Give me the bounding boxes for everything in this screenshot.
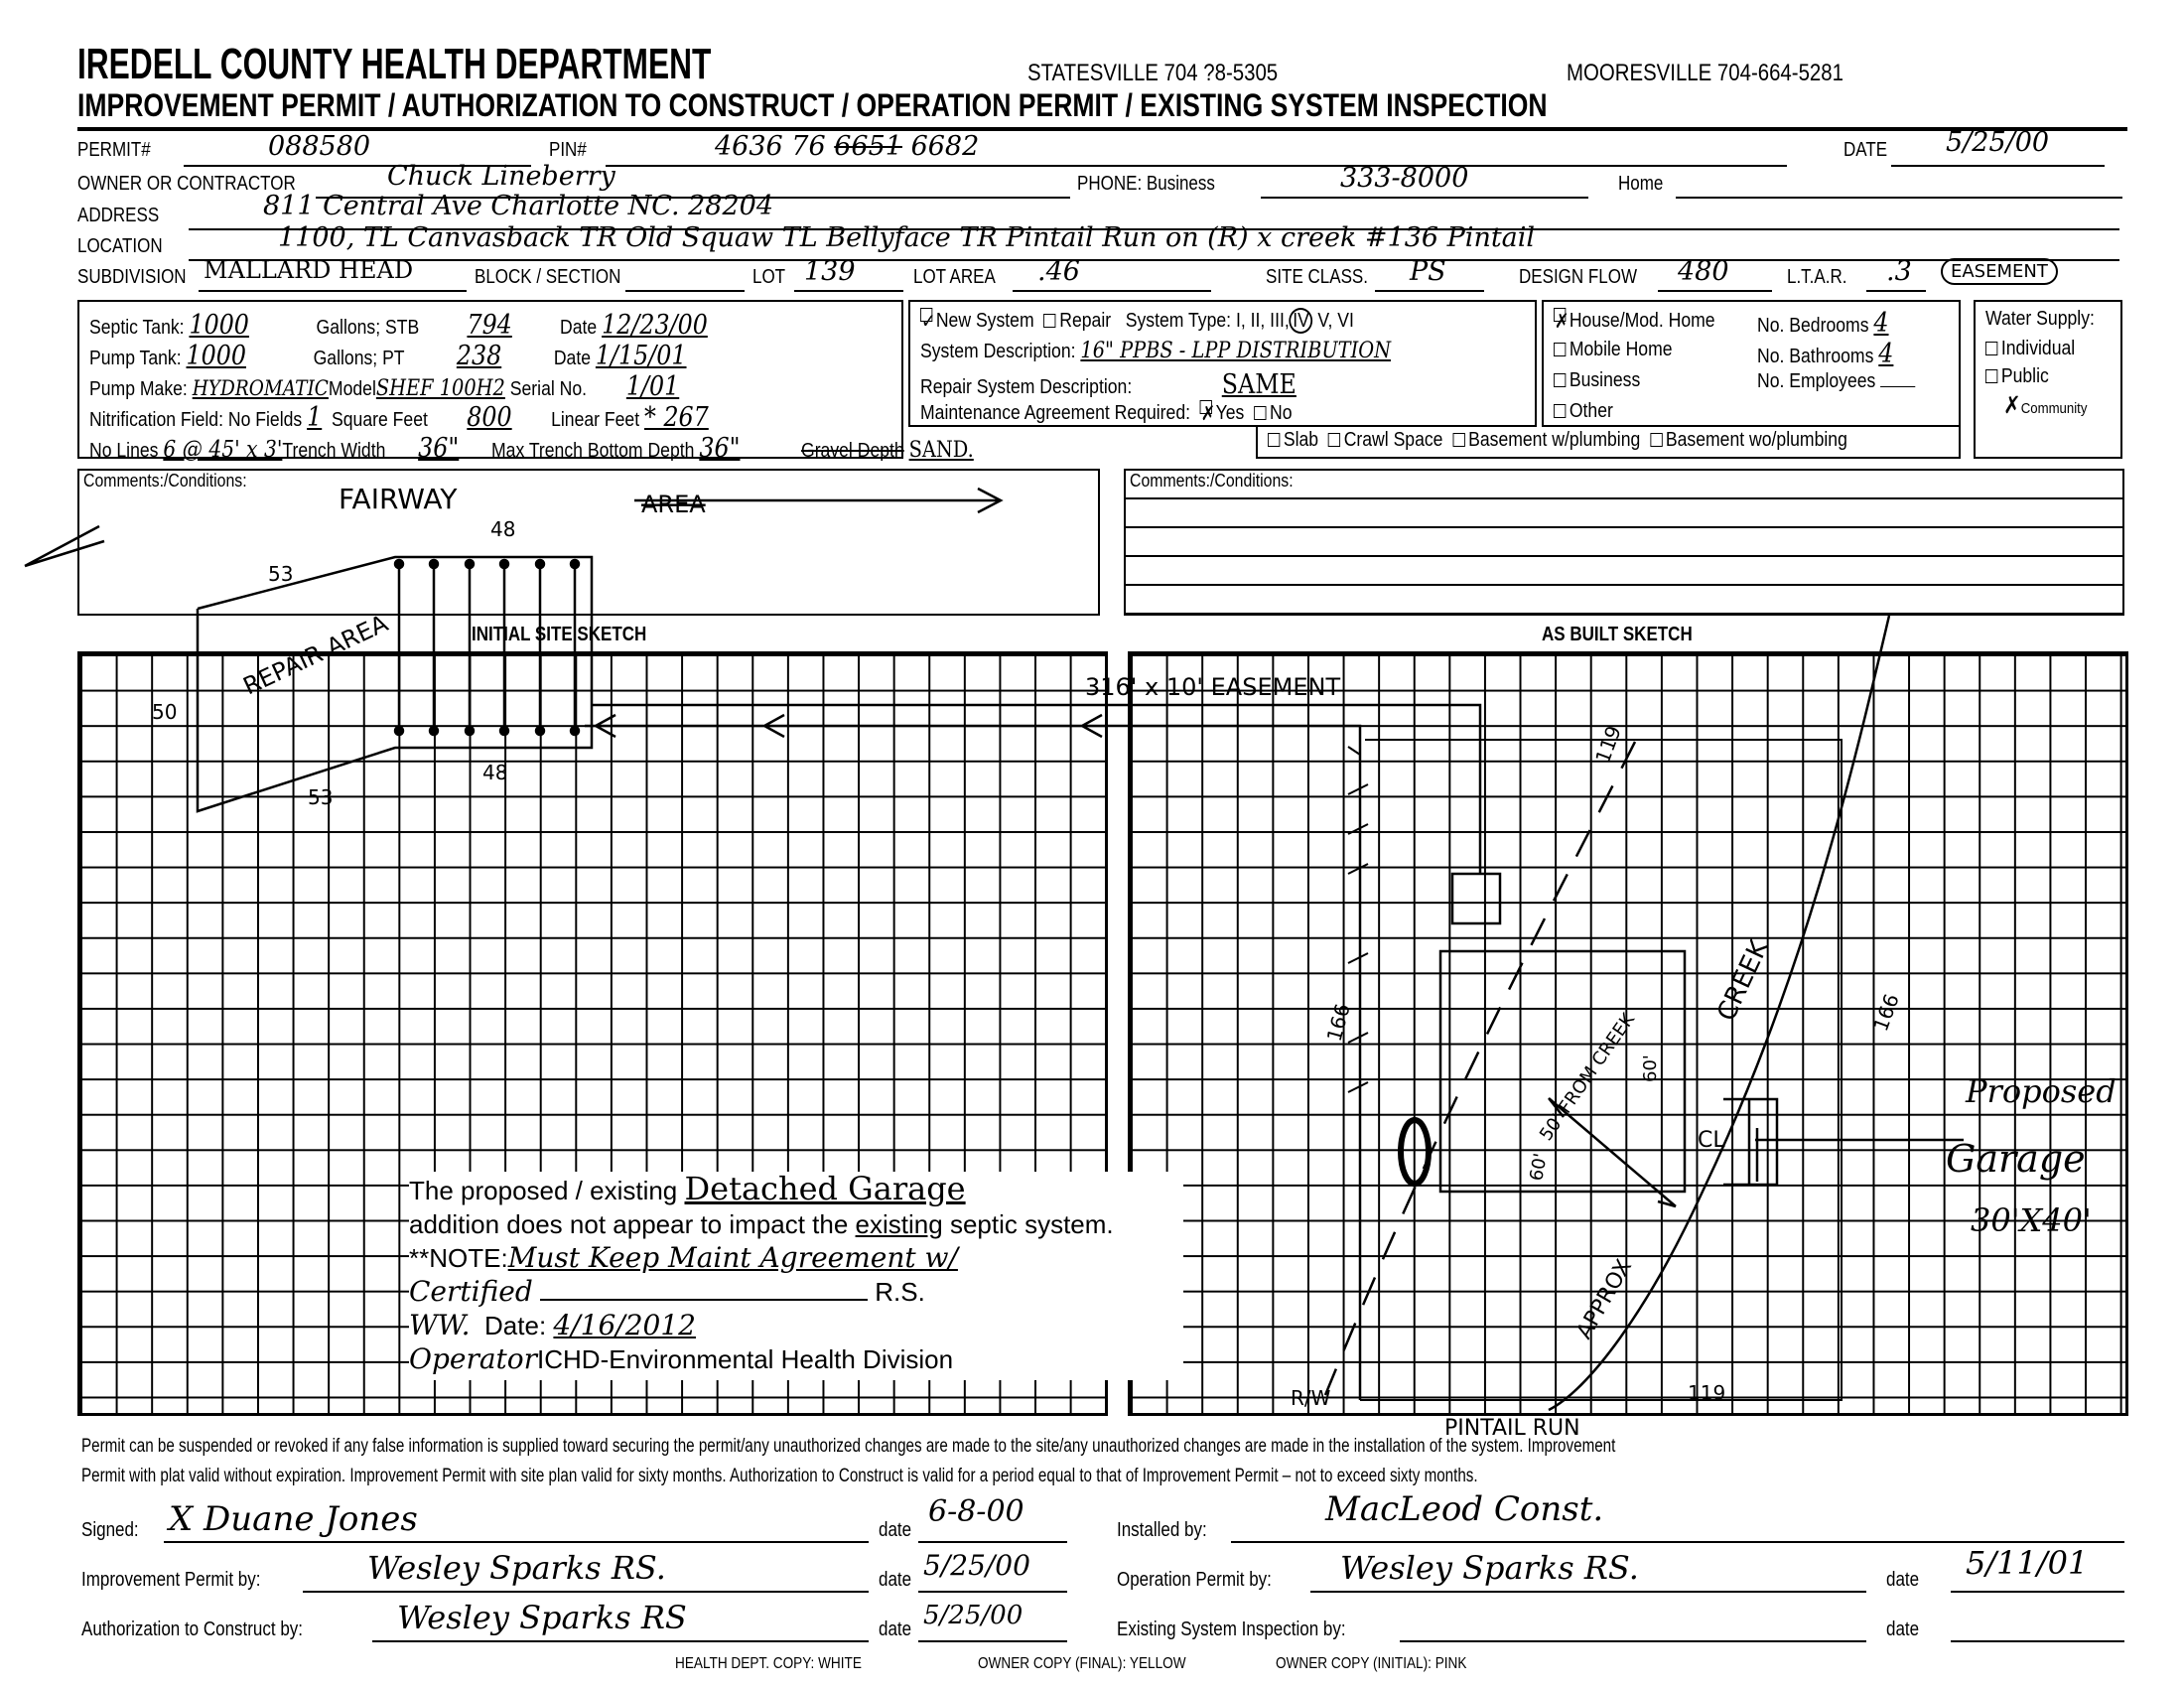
dim-50: 50 xyxy=(152,700,178,724)
max-depth[interactable]: 36" xyxy=(699,433,741,464)
atc-label: Authorization to Construct by: xyxy=(81,1619,304,1640)
new-system-checkbox[interactable]: ✓ xyxy=(920,308,932,322)
subdivision-value[interactable]: MALLARD HEAD xyxy=(204,256,414,284)
block-label: BLOCK / SECTION xyxy=(475,266,621,288)
statesville-phone: STATESVILLE 704 ?8-5305 xyxy=(1027,60,1279,86)
permit-date[interactable]: 5/25/00 xyxy=(1946,127,2050,158)
serial-number[interactable]: 1/01 xyxy=(625,371,680,402)
pintail-run-label: PINTAIL RUN xyxy=(1444,1416,1580,1441)
dim-60-a: 60' xyxy=(1640,1055,1661,1082)
ltar-label: L.T.A.R. xyxy=(1787,266,1847,288)
ip-date-label: date xyxy=(879,1569,912,1591)
dim-166-left: 166 xyxy=(1321,1001,1355,1045)
septic-tank-gallons[interactable]: 1000 xyxy=(189,310,249,341)
atc-signature[interactable]: Wesley Sparks RS xyxy=(397,1599,687,1636)
approx-label: APPROX xyxy=(1571,1255,1638,1343)
note-text[interactable]: Must Keep Maint Agreement w/ xyxy=(507,1241,958,1274)
lot-label: LOT xyxy=(752,266,786,288)
op-date[interactable]: 5/11/01 xyxy=(1966,1544,2089,1582)
pump-model[interactable]: SHEF 100H2 xyxy=(375,376,505,401)
from-creek-label: 50' FROM CREEK xyxy=(1535,1009,1639,1145)
signed-date[interactable]: 6-8-00 xyxy=(928,1494,1024,1529)
site-class-value[interactable]: PS xyxy=(1410,256,1446,287)
lot-area-label: LOT AREA xyxy=(913,266,996,288)
area-label: AREA xyxy=(641,491,706,518)
improvement-permit-signature[interactable]: Wesley Sparks RS. xyxy=(367,1549,666,1587)
dim-60-b: 60' xyxy=(1526,1151,1552,1183)
dim-166-right: 166 xyxy=(1868,990,1904,1035)
repair-description[interactable]: SAME xyxy=(1221,369,1297,400)
location-value[interactable]: 1100, TL Canvasback TR Old Squaw TL Bellyface TR Pintail Run on (R) x creek #136 Pintail xyxy=(278,222,1536,253)
design-flow-label: DESIGN FLOW xyxy=(1519,266,1638,288)
tank-section: Septic Tank: 1000 Gallons; STB 794 Date 12/23/00 Pump Tank: 1000 Gallons; PT 238 Date 1/15/01 Pump Make: HYDROMATICModelSHEF 100H2 Serial No. 1/01 Nitrification Field: No Fields 1 Square Feet 800 Linear Feet * 267 No Lines 6 @ 45' x 3'Trench Width 36" Max Trench Bottom Depth 36" Gravel Depth SAND. xyxy=(77,300,903,459)
as-built-sketch-title: AS BUILT SKETCH xyxy=(1542,624,1693,645)
dim-119-bottom: 119 xyxy=(1688,1381,1726,1405)
dim-48-top: 48 xyxy=(490,517,516,541)
mooresville-phone: MOORESVILLE 704-664-5281 xyxy=(1567,60,1843,86)
creek-label: CREEK xyxy=(1711,935,1775,1026)
phone-business[interactable]: 333-8000 xyxy=(1340,163,1469,194)
square-feet[interactable]: 800 xyxy=(467,402,512,433)
trench-width[interactable]: 36" xyxy=(418,433,460,464)
fairway-label: FAIRWAY xyxy=(339,483,458,515)
pump-tank-gallons[interactable]: 1000 xyxy=(186,341,246,371)
esi-label: Existing System Inspection by: xyxy=(1117,1619,1346,1640)
stb-value[interactable]: 794 xyxy=(467,310,512,341)
lot-value[interactable]: 139 xyxy=(804,256,856,287)
form-subtitle: IMPROVEMENT PERMIT / AUTHORIZATION TO CONSTRUCT / OPERATION PERMIT / EXISTING SYSTEM INSPECTION xyxy=(77,87,1548,123)
home-label: Home xyxy=(1618,173,1664,195)
system-description[interactable]: 16" PPBS - LPP DISTRIBUTION xyxy=(1080,339,1392,363)
dim-48-bottom: 48 xyxy=(482,761,508,784)
foundation-row: Slab Crawl Space Basement w/plumbing Basement wo/plumbing xyxy=(1256,425,1961,459)
water-supply-section: Water Supply: Individual Public ✗Community xyxy=(1974,300,2122,459)
atc-date[interactable]: 5/25/00 xyxy=(923,1601,1024,1630)
lot-area-value[interactable]: .46 xyxy=(1037,256,1080,287)
signed-date-label: date xyxy=(879,1519,912,1541)
septic-date[interactable]: 12/23/00 xyxy=(602,310,708,341)
system-section: ✓New System Repair System Type: I, II, III, IV V, VI System Description: 16" PPBS - LPP DISTRIBUTION Repair System Description: SAME Maintenance Agreement Required: ✗Yes No xyxy=(908,300,1537,427)
subdivision-label: SUBDIVISION xyxy=(77,266,187,288)
pump-date[interactable]: 1/15/01 xyxy=(595,341,687,371)
repair-area-label: REPAIR AREA xyxy=(238,609,393,701)
owner-label: OWNER OR CONTRACTOR xyxy=(77,173,296,195)
address-label: ADDRESS xyxy=(77,205,160,226)
house-checkbox[interactable]: ✗ xyxy=(1554,308,1566,322)
phone-label: PHONE: Business xyxy=(1077,173,1215,195)
operation-permit-label: Operation Permit by: xyxy=(1117,1569,1272,1591)
permit-number[interactable]: 088580 xyxy=(268,131,371,162)
copy-yellow: OWNER COPY (FINAL): YELLOW xyxy=(978,1655,1186,1672)
centerline-label: CL xyxy=(1698,1128,1725,1153)
pump-make[interactable]: HYDROMATIC xyxy=(192,376,329,400)
disclaimer-line-2: Permit with plat valid without expiration. Improvement Permit with site plan valid for sixty months. Authorization to Construct is valid for a period equal to that of Improvement Permit – not to exceed sixty months. xyxy=(81,1466,1478,1486)
proposed-label: Proposed xyxy=(1966,1072,2116,1110)
maint-yes-checkbox[interactable]: ✗ xyxy=(1200,400,1212,414)
site-class-label: SITE CLASS. xyxy=(1266,266,1368,288)
operation-permit-signature[interactable]: Wesley Sparks RS. xyxy=(1340,1549,1639,1587)
right-of-way-label: R/W xyxy=(1291,1386,1331,1410)
ip-date[interactable]: 5/25/00 xyxy=(923,1549,1030,1582)
stamp-date[interactable]: 4/16/2012 xyxy=(553,1309,696,1341)
copy-pink: OWNER COPY (INITIAL): PINK xyxy=(1276,1655,1467,1672)
ltar-value[interactable]: .3 xyxy=(1886,256,1912,287)
date-label: DATE xyxy=(1843,139,1888,161)
design-flow-value[interactable]: 480 xyxy=(1678,256,1729,287)
building-section: ✗House/Mod. Home Mobile Home Business Other No. Bedrooms 4 No. Bathrooms 4 No. Employees xyxy=(1542,300,1961,427)
op-date-label: date xyxy=(1886,1569,1920,1591)
improvement-permit-label: Improvement Permit by: xyxy=(81,1569,261,1591)
esi-date-label: date xyxy=(1886,1619,1920,1640)
ltar-easement-note: EASEMENT xyxy=(1941,258,2058,285)
permit-label: PERMIT# xyxy=(77,139,151,161)
no-fields[interactable]: 1 xyxy=(307,402,323,433)
installed-by[interactable]: MacLeod Const. xyxy=(1325,1489,1604,1529)
owner-value[interactable]: Chuck Lineberry xyxy=(387,161,615,192)
structure-type[interactable]: Detached Garage xyxy=(684,1170,966,1207)
address-value[interactable]: 811 Central Ave Charlotte NC. 28204 xyxy=(263,191,774,221)
garage-size-label: 30'X40' xyxy=(1971,1201,2092,1239)
dim-53-bottom: 53 xyxy=(308,785,334,809)
department-title: IREDELL COUNTY HEALTH DEPARTMENT xyxy=(77,40,712,88)
community-checkbox[interactable]: ✗ xyxy=(2003,392,2021,419)
garage-impact-stamp: The proposed / existing Detached Garage addition does not appear to impact the existing septic system. **NOTE:Must Keep Maint Agreement w/ Certified R.S. WW. Date: 4/16/2012 OperatorICHD-Environmental Health Division xyxy=(409,1172,1183,1380)
disclaimer-line-1: Permit can be suspended or revoked if any false information is supplied toward securing the permit/any unauthorized changes are made to the site/any unauthorized changes are made in the installation of the system. Improvement xyxy=(81,1436,1616,1457)
signed-signature[interactable]: X Duane Jones xyxy=(169,1499,418,1539)
dim-119-top: 119 xyxy=(1590,722,1626,767)
atc-date-label: date xyxy=(879,1619,912,1640)
bedrooms[interactable]: 4 xyxy=(1873,308,1889,339)
copy-white: HEALTH DEPT. COPY: WHITE xyxy=(675,1655,862,1672)
linear-feet[interactable]: * 267 xyxy=(644,402,709,433)
garage-label: Garage xyxy=(1946,1137,2086,1181)
initial-sketch-title: INITIAL SITE SKETCH xyxy=(472,624,647,645)
pin-label: PIN# xyxy=(549,139,587,161)
pt-value[interactable]: 238 xyxy=(456,341,502,371)
comments-left[interactable]: Comments:/Conditions: xyxy=(77,469,1100,616)
pin-struck: 6651 xyxy=(834,131,902,162)
gravel-depth[interactable]: SAND. xyxy=(908,438,974,463)
no-lines[interactable]: 6 @ 45' x 3' xyxy=(163,437,283,463)
pin-value[interactable]: 4636 76 6651 6682 xyxy=(715,131,980,162)
system-type-selected[interactable]: IV xyxy=(1290,308,1313,334)
comments-right[interactable]: Comments:/Conditions: xyxy=(1124,469,2124,616)
installed-label: Installed by: xyxy=(1117,1519,1207,1541)
location-label: LOCATION xyxy=(77,235,163,257)
easement-label: 316' x 10' EASEMENT xyxy=(1085,673,1341,701)
bathrooms[interactable]: 4 xyxy=(1878,339,1894,369)
signed-label: Signed: xyxy=(81,1519,139,1541)
gravel-depth-label: Gravel Depth xyxy=(801,440,904,462)
dim-53-top: 53 xyxy=(268,562,294,586)
